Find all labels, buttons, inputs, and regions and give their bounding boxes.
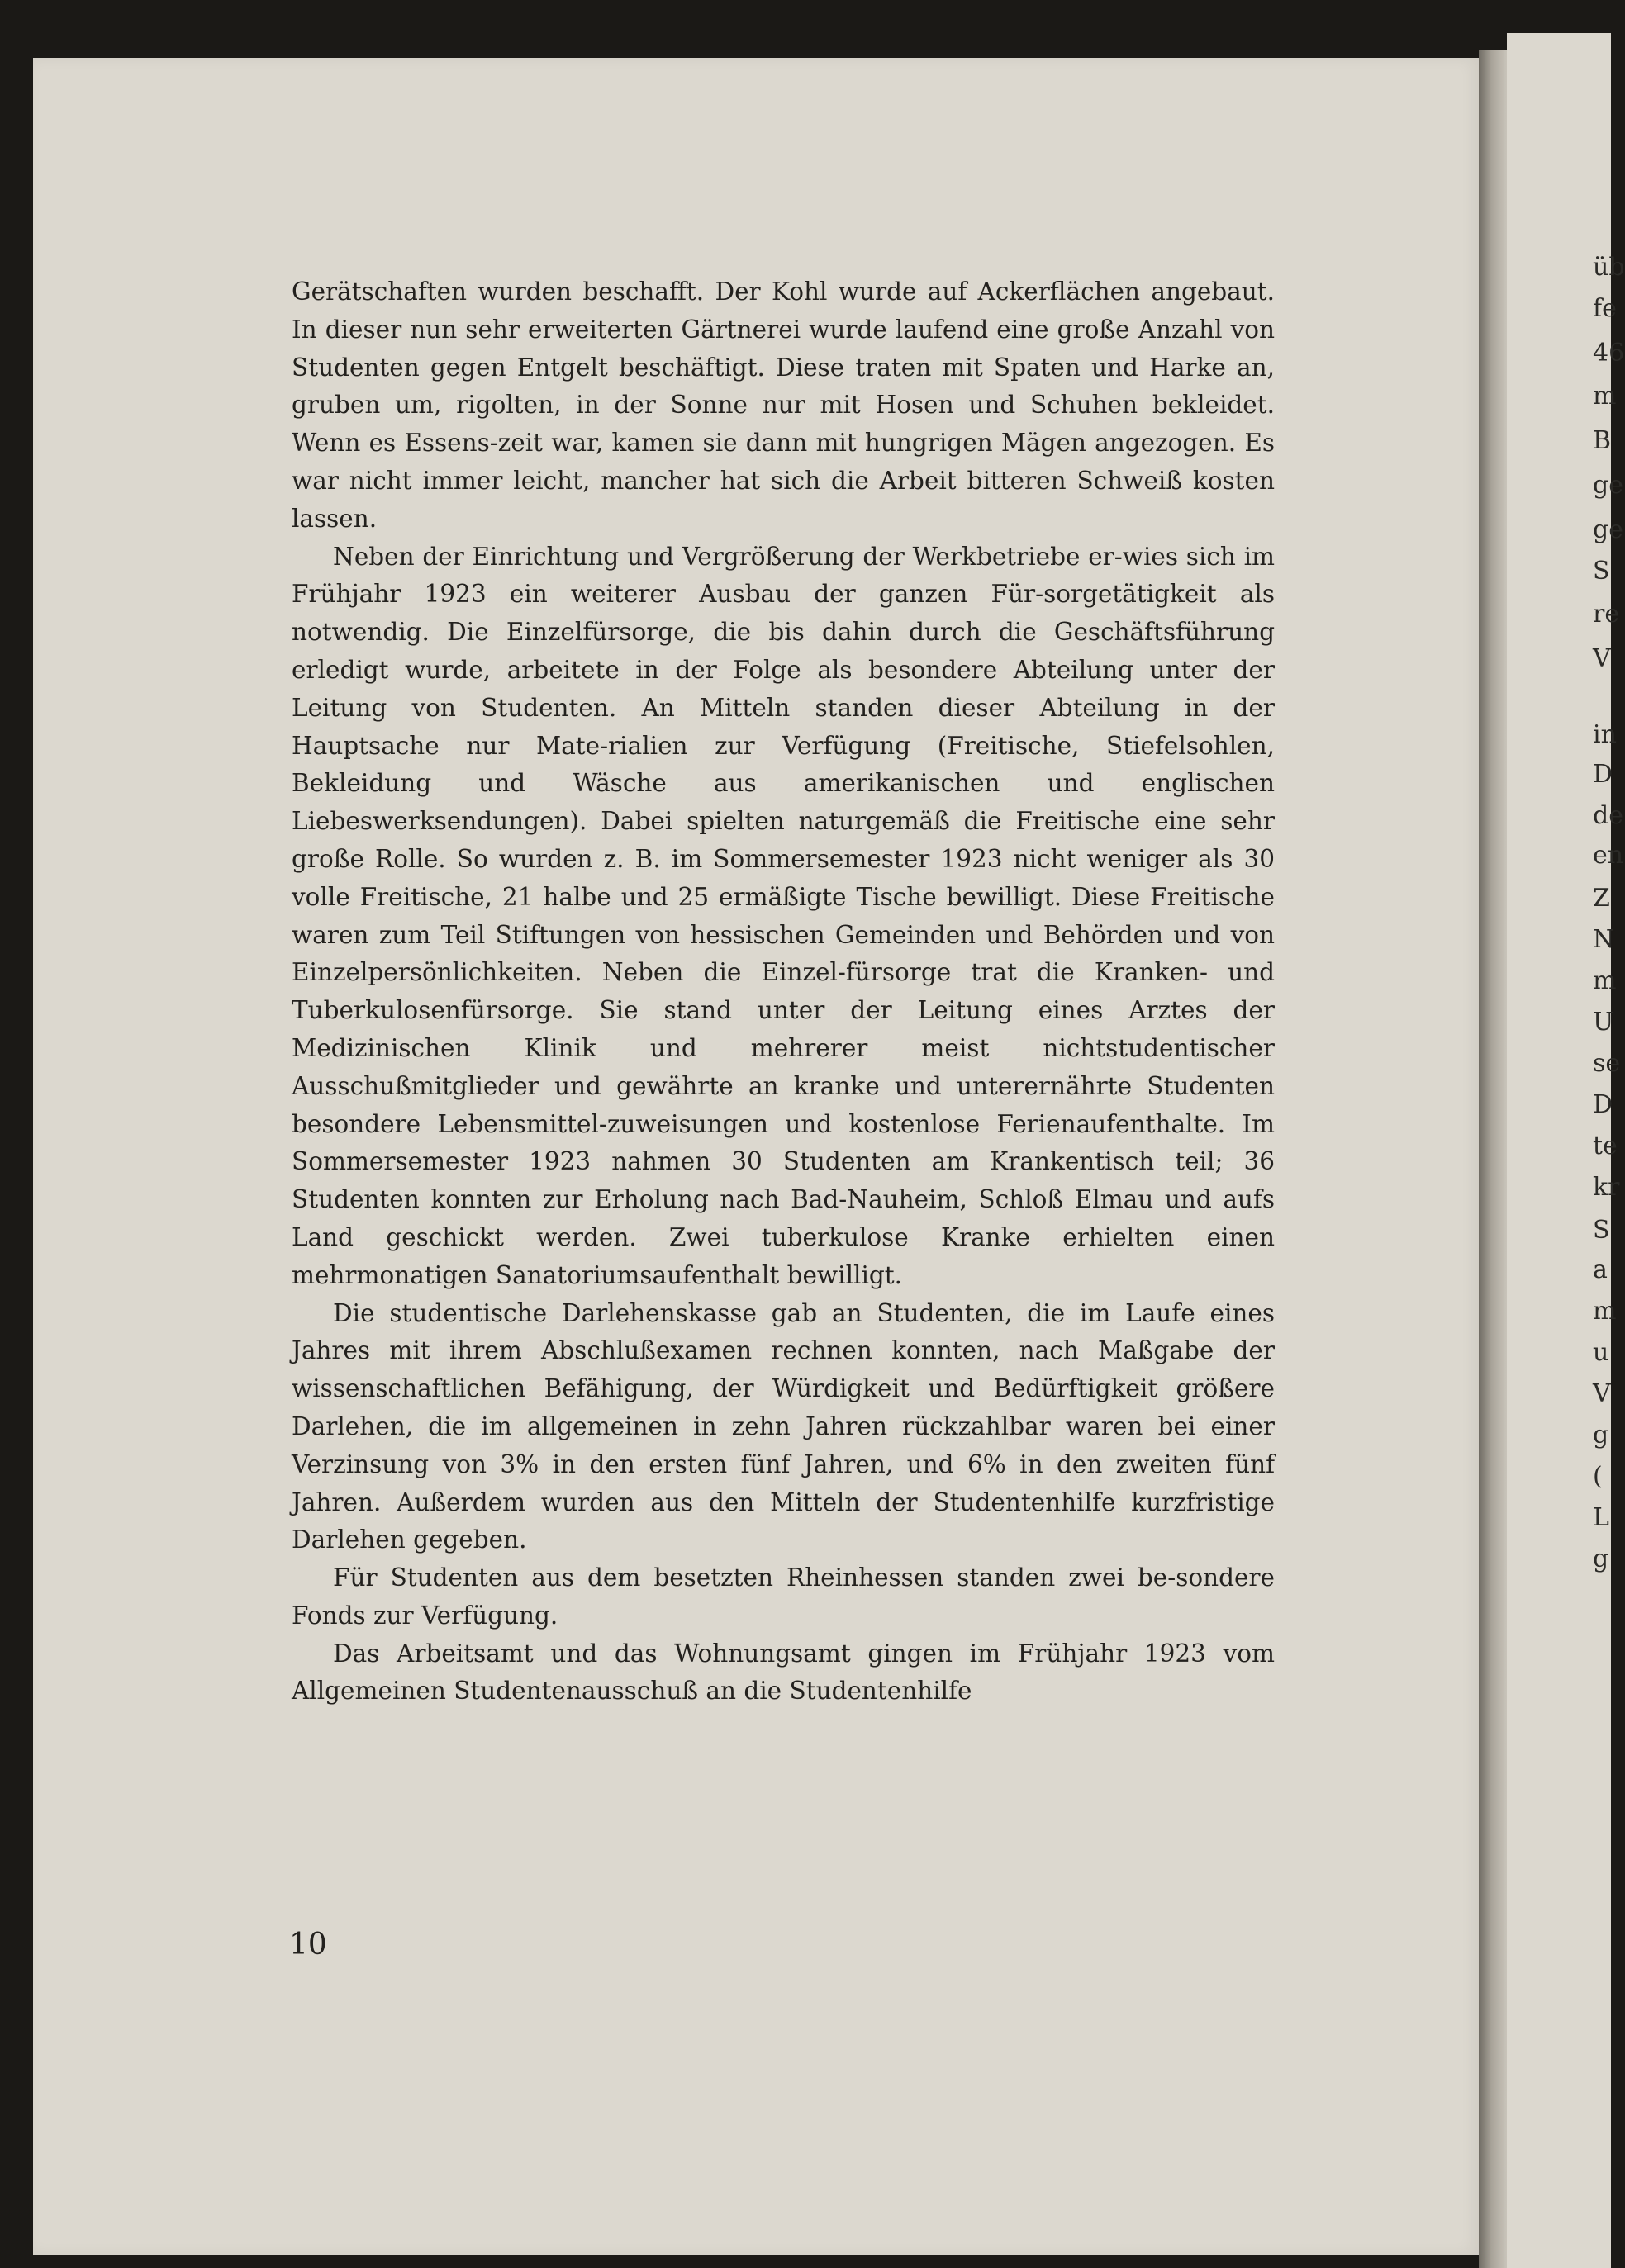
adjacent-line: D: [1593, 1090, 1613, 1119]
paragraph: Neben der Einrichtung und Vergrößerung der Werkbetriebe er-wies sich im Frühjahr 1923 ein weiterer Ausbau der ganzen Für-sorgetätigkeit als notwendig. Die Einzelfürsorge, die bis dahin durch die Geschäftsführung erledigt wurde, arbeitete in der Folge als besondere Abteilung unter der Leitung von Studenten. An Mitteln standen dieser Abteilung in der Hauptsache nur Mate-rialien zur Verfügung (Freitische, Stiefelsohlen, Bekleidung und Wäsche aus amerikanischen und englischen Liebeswerksendungen). Dabei spielten naturgemäß die Freitische eine sehr große Rolle. So wurden z. B. im Sommersemester 1923 nicht weniger als 30 volle Freitische, 21 halbe und 25 ermäßigte Tische bewilligt. Diese Freitische waren zum Teil Stiftungen von hessischen Gemeinden und Behörden und von Einzelpersönlichkeiten. Neben die Einzel-fürsorge trat die Kranken- und Tuberkulosenfürsorge. Sie stand unter der Leitung eines Arztes der Medizinischen Klinik und mehrerer meist nichtstudentischer Ausschußmitglieder und gewährte an kranke und unterernährte Studenten besondere Lebensmittel-zuweisungen und kostenlose Ferienaufenthalte. Im Sommersemester 1923 nahmen 30 Studenten am Krankentisch teil; 36 Studenten konnten zur Erholung nach Bad-Nauheim, Schloß Elmau und aufs Land geschickt werden. Zwei tuberkulose Kranke erhielten einen mehrmonatigen Sanatoriumsaufenthalt bewilligt.: [292, 542, 1275, 1289]
adjacent-line: de: [1593, 801, 1623, 830]
adjacent-line: g: [1593, 1421, 1609, 1450]
adjacent-line: m: [1593, 382, 1617, 410]
adjacent-line: te: [1593, 1132, 1618, 1160]
adjacent-line: g: [1593, 1544, 1609, 1573]
adjacent-line: S: [1593, 557, 1610, 586]
book-gutter: [1479, 50, 1507, 2268]
adjacent-line: se: [1593, 1049, 1621, 1078]
adjacent-line: re: [1593, 600, 1620, 629]
body-text: [292, 273, 1275, 1710]
paragraph: Für Studenten aus dem besetzten Rheinhessen standen zwei be-sondere Fonds zur Verfügung.: [292, 1563, 1275, 1630]
adjacent-line: V: [1593, 644, 1611, 673]
adjacent-line: u: [1593, 1338, 1609, 1367]
adjacent-line: m: [1593, 1297, 1617, 1326]
adjacent-line: ge: [1593, 471, 1623, 500]
adjacent-line: üb: [1593, 253, 1625, 282]
adjacent-line: D: [1593, 760, 1613, 789]
adjacent-line: a: [1593, 1255, 1608, 1284]
adjacent-line: (: [1593, 1462, 1603, 1491]
paragraph: Das Arbeitsamt und das Wohnungsamt gingen im Frühjahr 1923 vom Allgemeinen Studentenausschuß an die Studentenhilfe: [292, 1639, 1275, 1706]
adjacent-page: [1507, 33, 1625, 2268]
adjacent-line: kr: [1593, 1173, 1620, 1202]
adjacent-line: Z: [1593, 884, 1610, 913]
adjacent-line: 46: [1593, 339, 1625, 368]
adjacent-line: N: [1593, 925, 1615, 954]
adjacent-line: in: [1593, 720, 1617, 749]
adjacent-line: fe: [1593, 294, 1617, 323]
adjacent-line: B: [1593, 426, 1612, 455]
adjacent-line: S: [1593, 1216, 1610, 1245]
paragraph: Die studentische Darlehenskasse gab an Studenten, die im Laufe eines Jahres mit ihrem Abschlußexamen rechnen konnten, nach Maßgabe der wissenschaftlichen Befähigung, der Würdigkeit und Bedürftigkeit größere Darlehen, die im allgemeinen in zehn Jahren rückzahlbar waren bei einer Verzinsung von 3% in den ersten fünf Jahren, und 6% in den zweiten fünf Jahren. Außerdem wurden aus den Mitteln der Studentenhilfe kurzfristige Darlehen gegeben.: [292, 1298, 1275, 1554]
page-number: 10: [289, 1928, 327, 1962]
adjacent-line: L: [1593, 1503, 1609, 1532]
adjacent-line: U: [1593, 1008, 1614, 1037]
paragraph: Gerätschaften wurden beschafft. Der Kohl wurde auf Ackerflächen angebaut. In dieser nun sehr erweiterten Gärtnerei wurde laufend eine große Anzahl von Studenten gegen Entgelt beschäftigt. Diese traten mit Spaten und Harke an, gruben um, rigolten, in der Sonne nur mit Hosen und Schuhen bekleidet. Wenn es Essens-zeit war, kamen sie dann mit hungrigen Mägen angezogen. Es war nicht immer leicht, mancher hat sich die Arbeit bitteren Schweiß kosten lassen.: [292, 278, 1275, 533]
adjacent-line: V: [1593, 1379, 1611, 1408]
adjacent-line: ge: [1593, 515, 1623, 544]
adjacent-line: en: [1593, 841, 1624, 870]
adjacent-line: m: [1593, 966, 1617, 995]
